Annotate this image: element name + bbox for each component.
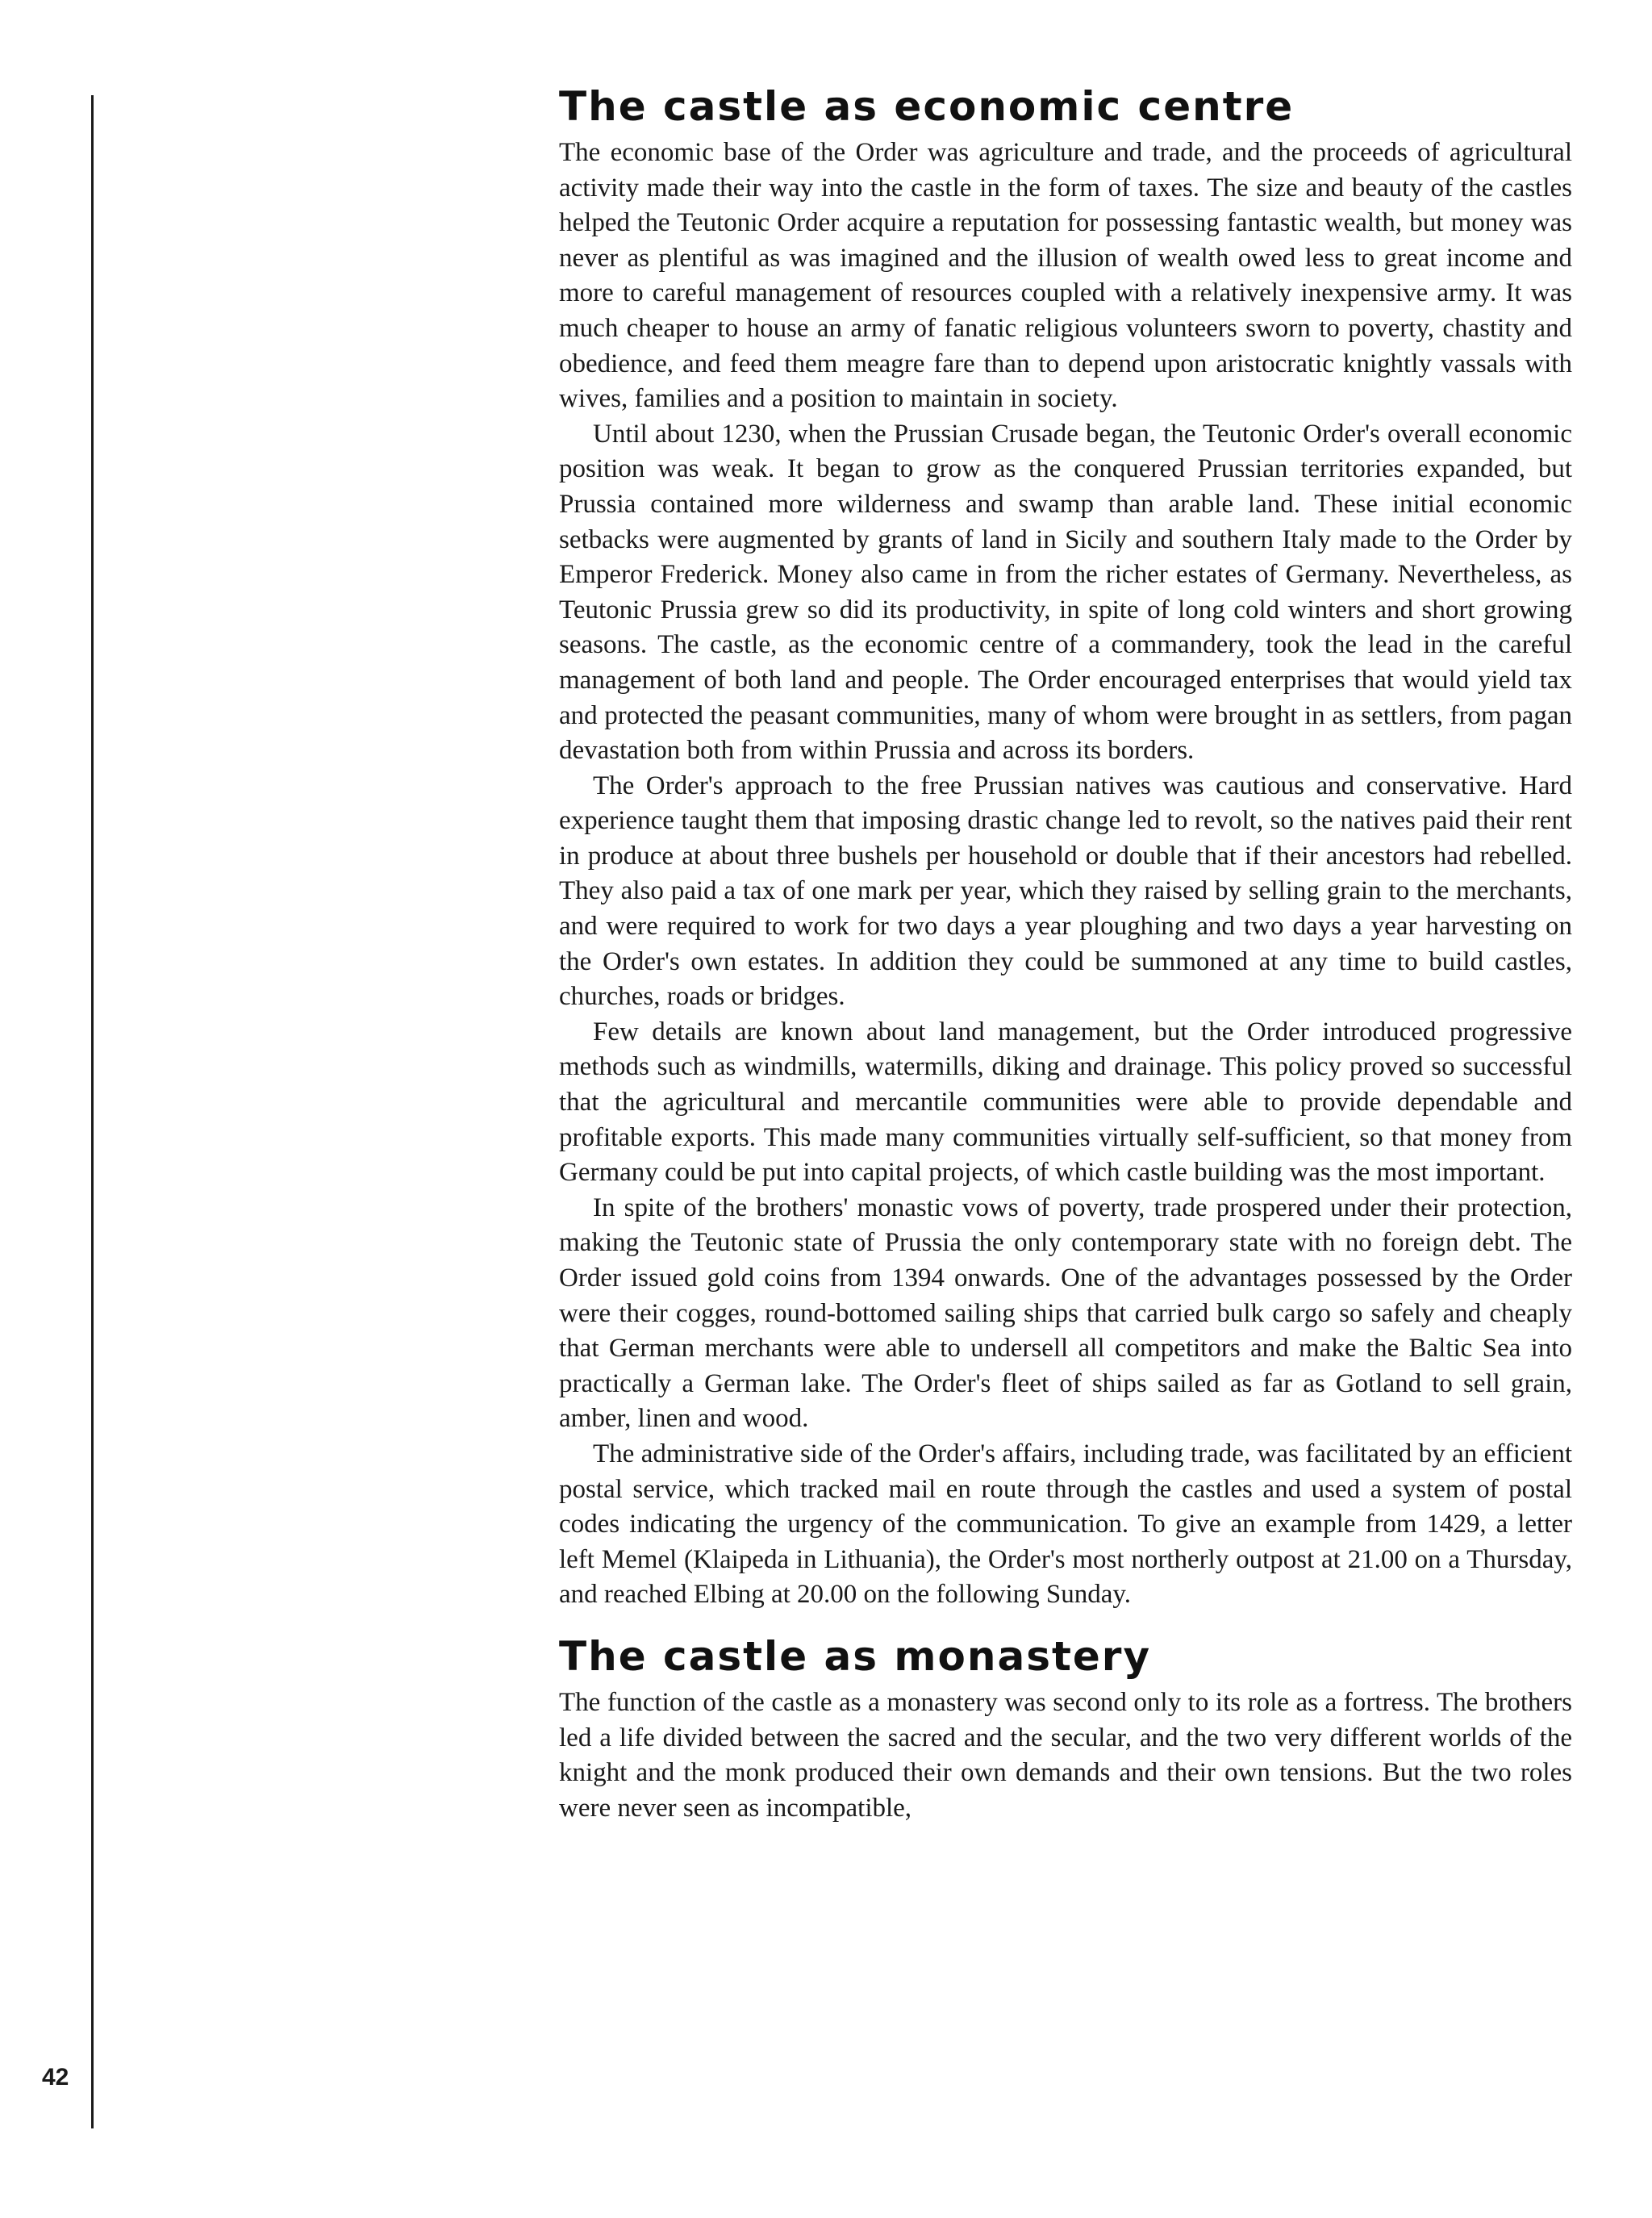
text-column <box>559 77 1572 1826</box>
margin-rule <box>91 95 94 2128</box>
paragraph: In spite of the brothers' monastic vows of poverty, trade prospered under their protection, making the Teutonic state of Prussia the only contemporary state with no foreign debt. The Order issued gold coins from 1394 onwards. One of the advantages possessed by the Order were their cogges, round-bottomed sailing ships that carried bulk cargo so safely and cheaply that German merchants were able to undersell all competitors and make the Baltic Sea into practically a German lake. The Order's fleet of ships sailed as far as Gotland to sell grain, amber, linen and wood. <box>559 1193 1572 1434</box>
section-heading-monastery: The castle as monastery <box>559 1632 1152 1680</box>
paragraph: The economic base of the Order was agriculture and trade, and the proceeds of agricultural activity made their way into the castle in the form of taxes. The size and beauty of the castles helped the Teutonic Order acquire a reputation for possessing fantastic wealth, but money was never as plentiful as was imagined and the illusion of wealth owed less to great income and more to careful management of resources coupled with a relatively inexpensive army. It was much cheaper to house an army of fanatic religious volunteers sworn to poverty, chastity and obedience, and feed them meagre fare than to depend upon aristocratic knightly vassals with wives, families and a position to maintain in society. <box>559 138 1572 414</box>
section-heading-economic-centre: The castle as economic centre <box>559 83 1295 130</box>
paragraph: Few details are known about land management, but the Order introduced progressive methods such as windmills, watermills, diking and drainage. This policy proved so successful that the agricultural and mercantile communities were able to provide dependable and profitable exports. This made many communities virtually self-sufficient, so that money from Germany could be put into capital projects, of which castle building was the most important. <box>559 1017 1572 1188</box>
page-number: 42 <box>42 2064 69 2091</box>
paragraph: Until about 1230, when the Prussian Crusade began, the Teutonic Order's overall economic position was weak. It began to grow as the conquered Prussian territories expanded, but Prussia contained more wilderness and swamp than arable land. These initial economic setbacks were augmented by grants of land in Sicily and southern Italy made to the Order by Emperor Frederick. Money also came in from the richer estates of Germany. Nevertheless, as Teutonic Prussia grew so did its productivity, in spite of long cold winters and short growing seasons. The castle, as the economic centre of a commandery, took the lead in the careful management of both land and people. The Order encouraged enterprises that would yield tax and protected the peasant communities, many of whom were brought in as settlers, from pagan devastation both from within Prussia and across its borders. <box>559 419 1572 766</box>
paragraph: The administrative side of the Order's affairs, including trade, was facilitated by an efficient postal service, which tracked mail en route through the castles and used a system of postal codes indicating the urgency of the communication. To give an example from 1429, a letter left Memel (Klaipeda in Lithuania), the Order's most northerly outpost at 21.00 on a Thursday, and reached Elbing at 20.00 on the following Sunday. <box>559 1439 1572 1610</box>
paragraph: The Order's approach to the free Prussian natives was cautious and conservative. Hard experience taught them that imposing drastic change led to revolt, so the natives paid their rent in produce at about three bushels per household or double that if their ancestors had rebelled. They also paid a tax of one mark per year, which they raised by selling grain to the merchants, and were required to work for two days a year ploughing and two days a year harvesting on the Order's own estates. In addition they could be summoned at any time to build castles, churches, roads or bridges. <box>559 771 1572 1012</box>
paragraph: The function of the castle as a monastery was second only to its role as a fortress. The brothers led a life divided between the sacred and the secular, and the two very different worlds of the knight and the monk produced their own demands and their own tensions. But the two roles were never seen as incompatible, <box>559 1687 1572 1823</box>
